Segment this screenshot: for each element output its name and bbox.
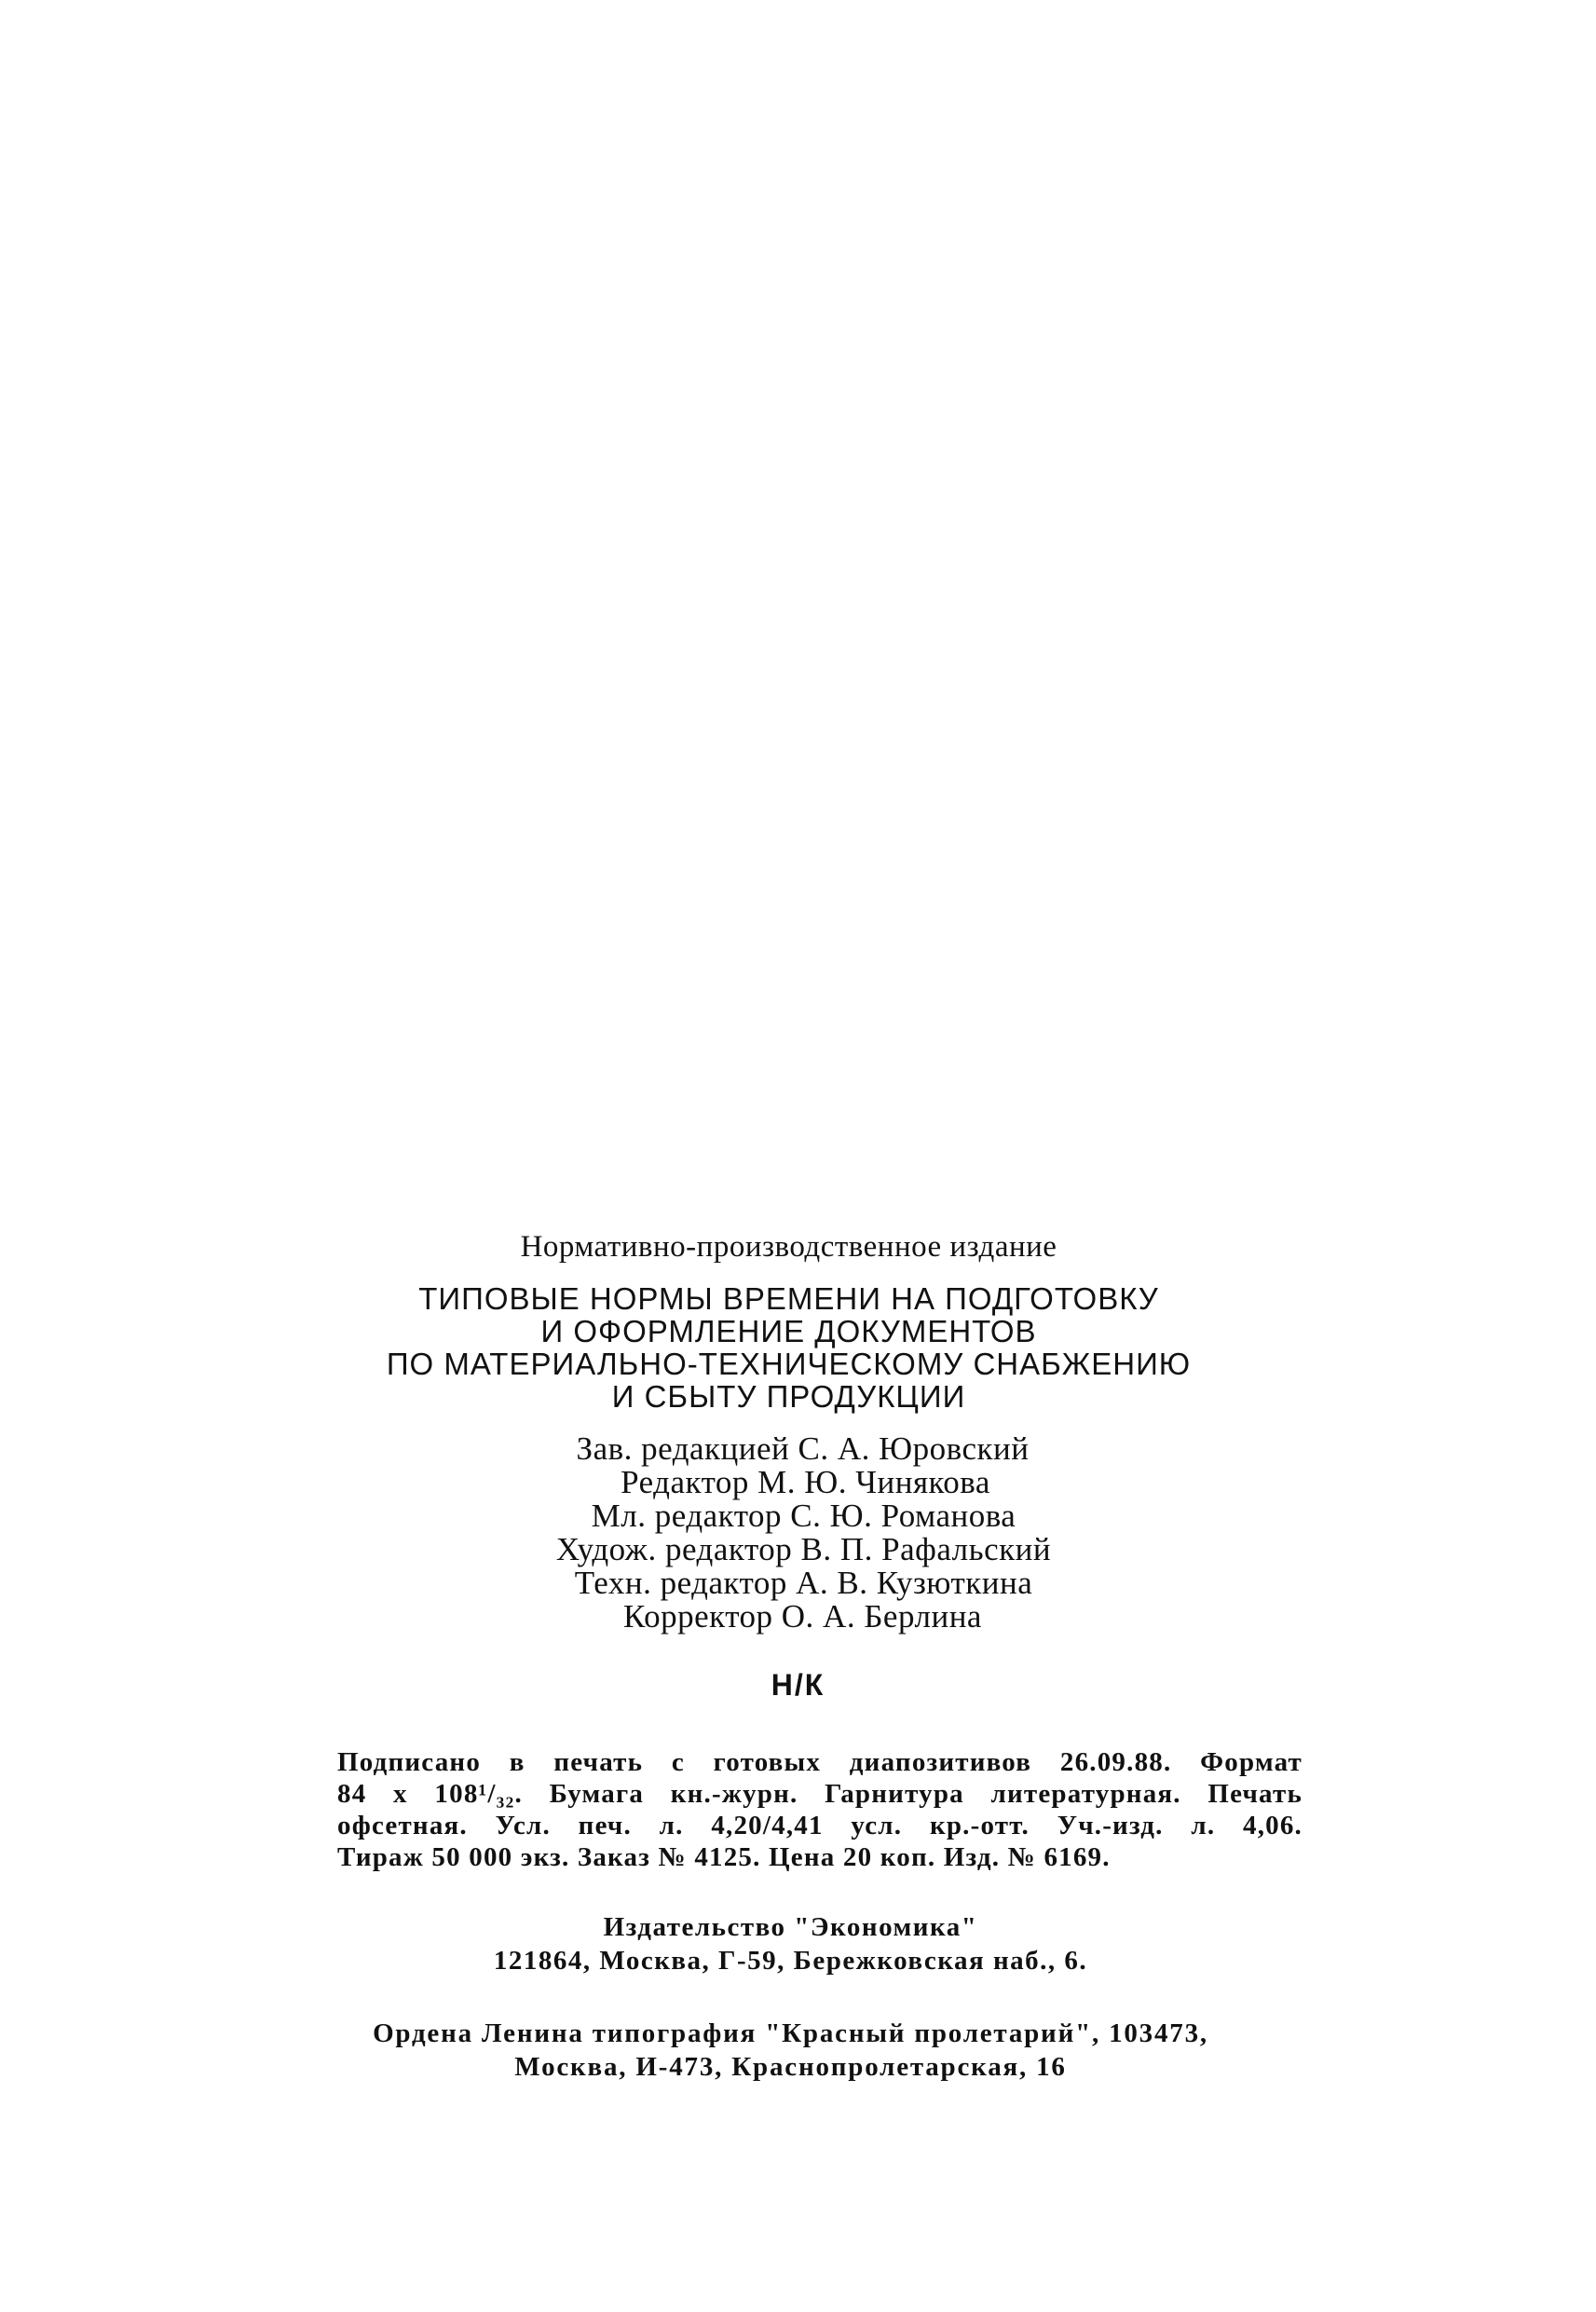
book-title-line: ТИПОВЫЕ НОРМЫ ВРЕМЕНИ НА ПОДГОТОВКУ xyxy=(418,1281,1159,1316)
staff-credit-proofreader: Корректор О. А. Берлина xyxy=(623,1598,982,1635)
staff-credit-tech-editor: Техн. редактор А. В. Кузюткина xyxy=(574,1565,1033,1601)
printer-name: Ордена Ленина типография "Красный пролетарий", 103473, xyxy=(373,2018,1208,2048)
staff-credit-editor: Редактор М. Ю. Чинякова xyxy=(621,1464,990,1500)
print-details-line: офсетная. Усл. печ. л. 4,20/4,41 усл. кр.-отт. Уч.-изд. л. 4,06. xyxy=(337,1811,1303,1840)
staff-credit-junior-editor: Мл. редактор С. Ю. Романова xyxy=(591,1498,1016,1534)
print-details-line: 84 х 108¹/₃₂. Бумага кн.-журн. Гарнитура литературная. Печать xyxy=(337,1779,1303,1809)
nk-mark: Н/К xyxy=(771,1668,825,1702)
print-details-line: Тираж 50 000 экз. Заказ № 4125. Цена 20 коп. Изд. № 6169. xyxy=(337,1842,1111,1872)
book-title-line: И СБЫТУ ПРОДУКЦИИ xyxy=(611,1379,966,1414)
publisher-name: Издательство "Экономика" xyxy=(603,1912,978,1942)
printer-address: Москва, И-473, Краснопролетарская, 16 xyxy=(514,2052,1067,2082)
publisher-address: 121864, Москва, Г-59, Бережковская наб., 6. xyxy=(493,1946,1088,1976)
book-title-line: И ОФОРМЛЕНИЕ ДОКУМЕНТОВ xyxy=(540,1314,1037,1348)
print-details xyxy=(337,1746,1303,1873)
print-details-line: Подписано в печать с готовых диапозитивов 26.09.88. Формат xyxy=(337,1747,1303,1777)
edition-type: Нормативно-производственное издание xyxy=(520,1230,1057,1264)
staff-credit-managing-editor: Зав. редакцией С. А. Юровский xyxy=(576,1430,1030,1467)
staff-credit-art-editor: Худож. редактор В. П. Рафальский xyxy=(555,1531,1052,1567)
book-title-line: ПО МАТЕРИАЛЬНО-ТЕХНИЧЕСКОМУ СНАБЖЕНИЮ xyxy=(386,1347,1192,1381)
